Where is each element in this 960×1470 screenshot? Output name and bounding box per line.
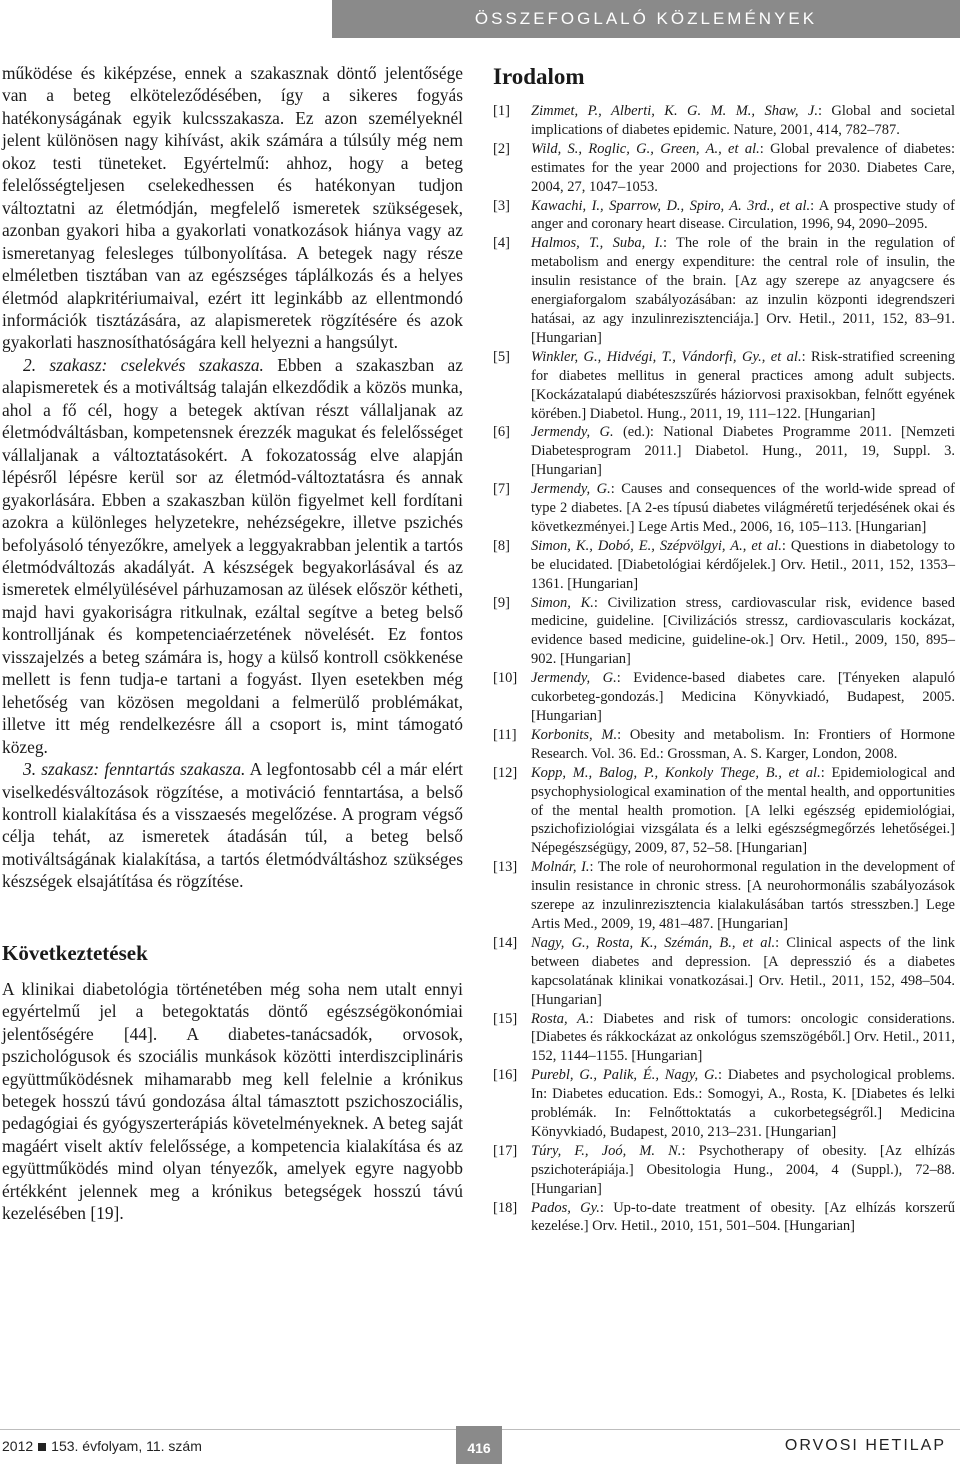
stage-2-text: Ebben a szakaszban az alapismeretek és a motiváltság talaján elkezdődik a közös munka, ahol a fő cél, hogy a betegek aktívan részt vállaljanak az életmódváltásban, kompetensnek érezzék magukat és felelősséget vállaljanak a változtatásokért. A fokozatosság elve alapján lépésről lépésre kerül sor az életmód-változtatásra és annak gyakorlására. Ebben a szakaszban külön figyelmet kell fordítani azokra a különleges helyzetekre, nehézségekre, illetve pszichés befolyásoló tényezőkre, amelyek a leggyakrabban jelentik a tartós életmódváltozás akadályát. A készségek begyakorlásával és az ismeretek elmélyülésével párhuzamosan az ülések először kétheti, majd havi gyakoriságra ritkulnak, ezáltal segítve a beteg belső kontrolljának és kompetenciaérzetének növelését. Ez fontos visszajelzés a beteg számára is, hogy a külső kontroll csökkenése mellett is fenn tudja-e tartani a fogyást. Ilyen esetekben még lehetőség van közösen megoldani a felmerülő problémákat, illetve itt még rendelkezésre áll a csoport is, mint támogató közeg. <box>2 354 463 757</box>
main-text-column <box>2 62 463 1225</box>
reference-authors: Wild, S., Roglic, G., Green, A., et al. <box>531 140 760 157</box>
reference-number: [10] <box>493 670 518 687</box>
paragraph-stage-2 <box>2 354 463 758</box>
reference-authors: Korbonits, M. <box>531 726 618 743</box>
reference-text <box>531 197 955 235</box>
reference-number: [5] <box>493 348 510 365</box>
reference-item <box>493 480 955 537</box>
page-number: 416 <box>456 1426 502 1464</box>
reference-item <box>493 1199 955 1237</box>
reference-citation: : A prospective study of anger and coronary heart disease. Circulation, 1996, 94, 2090–2095. <box>531 197 955 233</box>
reference-citation: : Global prevalence of diabetes: estimates for the year 2000 and projections for 2030. Diabetes Care, 2004, 27, 1047–1053. <box>531 140 955 195</box>
reference-authors: Nagy, G., Rosta, K., Szémán, B., et al. <box>531 934 776 951</box>
reference-authors: Simon, K., Dobó, E., Szépvölgyi, A., et al. <box>531 537 782 554</box>
reference-number: [11] <box>493 726 517 743</box>
reference-citation: : Up-to-date treatment of obesity. [Az elhízás korszerű kezelése.] Orv. Hetil., 2010, 151, 501–504. [Hungarian] <box>531 1199 955 1235</box>
reference-citation: : Questions in diabetology to be elucidated. [Diabetológiai kérdőjelek.] Orv. Hetil., 2011, 152, 1353–1361. [Hungarian] <box>531 537 955 592</box>
reference-item <box>493 140 955 197</box>
reference-authors: Purebl, G., Palik, É., Nagy, G. <box>531 1067 719 1084</box>
reference-text <box>531 102 955 140</box>
footer-volume: 153. évfolyam, 11. szám <box>51 1438 202 1454</box>
reference-authors: Simon, K. <box>531 594 594 611</box>
reference-text <box>531 1142 955 1199</box>
paragraph-stage-3 <box>2 758 463 893</box>
reference-item <box>493 1010 955 1067</box>
stage-3-label: 3. szakasz: fenntartás szakasza. <box>23 759 246 780</box>
reference-authors: Túry, F., Joó, M. N. <box>531 1142 682 1159</box>
reference-citation: : Epidemiological and psychophysiological examination of the mental health, and opportunities of the mental health promotion. [A lelki egészség epidemiológiai, pszichofiziológiai vizsgálata és a lelki egészségmegőrzés lehetőségei.] Népegészségügy, 2009, 87, 52–58. [Hungarian] <box>531 764 955 857</box>
reference-text <box>531 594 955 670</box>
reference-authors: Pados, Gy. <box>531 1199 600 1216</box>
reference-authors: Jermendy, G. <box>531 670 617 687</box>
reference-number: [16] <box>493 1067 518 1084</box>
reference-item <box>493 858 955 934</box>
reference-citation: : Psychotherapy of obesity. [Az elhízás pszichoterápiája.] Obesitologia Hung., 2004, 4 (Suppl.), 72–88. [Hungarian] <box>531 1142 955 1197</box>
reference-number: [9] <box>493 594 510 611</box>
reference-item <box>493 423 955 480</box>
footer-issue-info <box>2 1438 202 1454</box>
reference-text <box>531 669 955 726</box>
reference-citation: : Causes and consequences of the world-wide spread of type 2 diabetes. [A 2-es típusú diabetes világméretű terjedésének okai és következményei.] Lege Artis Med., 2006, 16, 105–113. [Hungarian] <box>531 481 955 535</box>
reference-text <box>531 537 955 594</box>
reference-citation: : Clinical aspects of the link between diabetes and depression. [A depresszió és a diabetes kapcsolatának klinikai vonatkozásai.] Orv. Hetil., 2011, 152, 498–504. [Hungarian] <box>531 934 955 1008</box>
reference-text <box>531 140 955 197</box>
reference-item <box>493 1066 955 1142</box>
reference-number: [2] <box>493 140 510 157</box>
reference-citation: (ed.): National Diabetes Programme 2011. [Nemzeti Diabetesprogram 2011.] Diabetol. Hung., 2011, 19, Suppl. 3. [Hungarian] <box>531 424 955 479</box>
journal-name: ORVOSI HETILAP <box>784 1437 946 1454</box>
reference-number: [1] <box>493 103 510 119</box>
reference-number: [12] <box>493 764 518 781</box>
conclusions-heading: Következtetések <box>2 940 148 965</box>
reference-text <box>531 348 955 424</box>
reference-number: [14] <box>493 934 518 951</box>
reference-number: [3] <box>493 197 510 214</box>
reference-citation: : The role of the brain in the regulation of metabolism and energy expenditure: the central role of insulin, the insulin resistance of the brain. [Az agy szerepe az anyagcsere és energiaforgalom szabályozásában: az inzulin központi idegrendszeri hatásai, az agy inzulinrezisztenciája.] Orv. Hetil., 2011, 152, 83–91. [Hungarian] <box>531 235 955 346</box>
references-heading: Irodalom <box>493 64 585 89</box>
section-title: ÖSSZEFOGLALÓ KÖZLEMÉNYEK <box>474 9 818 28</box>
stage-3-text: A legfontosabb cél a már elért viselkedésváltozások rögzítése, a motiváció fenntartása, a belső kontroll kialakítása és a visszaesés megelőzése. A program végső célja tehát, az ismeretek átadásán túl, a beteg belső motiváltságának kialakítása, a tartós életmódváltáshoz szükséges készségek elsajátítása és rögzítése. <box>2 759 463 892</box>
reference-number: [8] <box>493 537 510 554</box>
reference-number: [17] <box>493 1142 518 1159</box>
reference-item <box>493 102 955 140</box>
reference-item <box>493 537 955 594</box>
header-bar <box>332 0 960 38</box>
reference-authors: Zimmet, P., Alberti, K. G. M. M., Shaw, J. <box>531 103 818 119</box>
reference-item <box>493 726 955 764</box>
reference-authors: Molnár, I. <box>531 859 590 876</box>
reference-text <box>531 1199 955 1237</box>
reference-text <box>531 234 955 347</box>
reference-text <box>531 726 955 764</box>
reference-authors: Winkler, G., Hidvégi, T., Vándorfi, Gy., et al. <box>531 348 802 365</box>
reference-authors: Kawachi, I., Sparrow, D., Spiro, A. 3rd., et al. <box>531 197 811 214</box>
reference-citation: : Evidence-based diabetes care. [Tényeken alapuló cukorbeteg-gondozás.] Medicina Könyvkiadó, Budapest, 2005. [Hungarian] <box>531 670 955 724</box>
reference-text <box>531 764 955 859</box>
reference-authors: Halmos, T., Suba, I. <box>531 235 663 252</box>
reference-citation: : Obesity and metabolism. In: Frontiers of Hormone Research. Vol. 36. Ed.: Grossman, A. S. Karger, London, 2008. <box>531 726 955 762</box>
reference-citation: : Diabetes and psychological problems. In: Diabetes education. Eds.: Somogyi, A., Rosta, K. [Diabetes és lelki problémák. In: Felnőttoktatás a cukorbetegségről.] Medicina Könyvkiadó, Budapest, 2010, 213–231. [Hungarian] <box>531 1067 955 1140</box>
references-list <box>493 102 955 1236</box>
reference-item <box>493 348 955 424</box>
reference-text <box>531 934 955 1010</box>
reference-item <box>493 669 955 726</box>
reference-citation: : The role of neurohormonal regulation in the development of insulin resistance in chronic stress. [A neurohormonális szabályozások szerepe az inzulinrezisztencia kialakulásában tartós stresszben.] Lege Artis Med., 2009, 19, 481–487. [Hungarian] <box>531 859 955 932</box>
reference-item <box>493 197 955 235</box>
reference-item <box>493 764 955 859</box>
reference-citation: : Diabetes and risk of tumors: oncologic considerations. [Diabetes és rákkockázat az onkológus szemszögéből.] Orv. Hetil., 2011, 152, 1144–1155. [Hungarian] <box>531 1010 956 1065</box>
square-bullet-icon <box>38 1443 46 1451</box>
reference-item <box>493 234 955 347</box>
reference-number: [13] <box>493 859 518 876</box>
reference-item <box>493 1142 955 1199</box>
reference-authors: Rosta, A. <box>531 1010 590 1027</box>
reference-authors: Jermendy, G. <box>531 424 614 441</box>
reference-text <box>531 1066 955 1142</box>
reference-citation: : Risk-stratified screening for diabetes mellitus in general practices among adult subjects. [Kockázatalapú diabéteszszűrés háziorvosi praxisokban, felnőtt egyének körében.] Diabetol. Hung., 2011, 19, 111–122. [Hungarian] <box>531 348 955 422</box>
reference-text <box>531 858 955 934</box>
paragraph-intro: működése és kiképzése, ennek a szakasznak döntő jelentősége van a beteg elköteleződésében, így a sikeres fogyás hatékonyságának egyik kulcsszakasza. Ez azon személyeknél jelent különösen nagy kihívást, akik számára a túlsúly még nem okoz testi tüneteket. Egyértelmű: ahhoz, hogy a beteg felelősségteljesen cselekedhessen és hatékonyan tudjon változtatni az életmódján, megfelelő ismeretek szükségesek, azonban gyakori hiba a gyakorlati vonatkozások hiánya vagy az ismeretanyag felesleges túlbonyolítása. A betegek nagy része elméletben tisztában van az egészséges táplálkozás és a helyes életmód alapkritériumaival, ezért itt leginkább az ellentmondó információk tisztázására, az alapismeretek rögzítésére és azok gyakorlati hasznosíthatóságára kell helyezni a hangsúlyt. <box>2 63 463 353</box>
stage-2-label: 2. szakasz: cselekvés szakasza. <box>23 354 264 375</box>
reference-item <box>493 934 955 1010</box>
reference-text <box>531 1010 955 1067</box>
reference-number: [7] <box>493 481 510 498</box>
reference-item <box>493 594 955 670</box>
reference-citation: : Civilization stress, cardiovascular risk, evidence based medicine, guideline. [Civilizációs stressz, cardiovascularis kockázat, evidence based medicine, guideline-ok.] Orv. Hetil., 2009, 150, 895–902. [Hungarian] <box>531 594 955 668</box>
reference-number: [18] <box>493 1199 518 1216</box>
reference-number: [6] <box>493 424 510 441</box>
reference-authors: Kopp, M., Balog, P., Konkoly Thege, B., et al. <box>531 764 821 781</box>
references-column <box>493 64 955 1236</box>
reference-text <box>531 423 955 480</box>
reference-citation: : Global and societal implications of diabetes epidemic. Nature, 2001, 414, 782–787. <box>531 103 955 138</box>
reference-text <box>531 480 955 537</box>
reference-number: [15] <box>493 1010 518 1027</box>
paragraph-conclusions: A klinikai diabetológia történetében még soha nem utalt ennyi egyértelmű jel a betegoktatás döntő egészségökonómiai jelentőségére [44]. A diabetes-tanácsadók, orvosok, pszichológusok és szociális munkások közötti interdiszciplináris együttműködésnek mihamarabb meg kell felelnie a krónikus betegek hosszú távú gondozása által támasztott pszichoszociális, pedagógiai és gyógyszerterápiás követelményeknek. A beteg saját magáért viselt aktív felelőssége, a kompetencia kialakítása és az együttműködés mind olyan tényezők, amelyek egyre nagyobb értékként jelennek meg a krónikus betegségek hosszú távú kezelésében [19]. <box>2 978 463 1224</box>
reference-authors: Jermendy, G. <box>531 481 611 498</box>
footer-year: 2012 <box>2 1438 34 1454</box>
reference-number: [4] <box>493 235 510 252</box>
